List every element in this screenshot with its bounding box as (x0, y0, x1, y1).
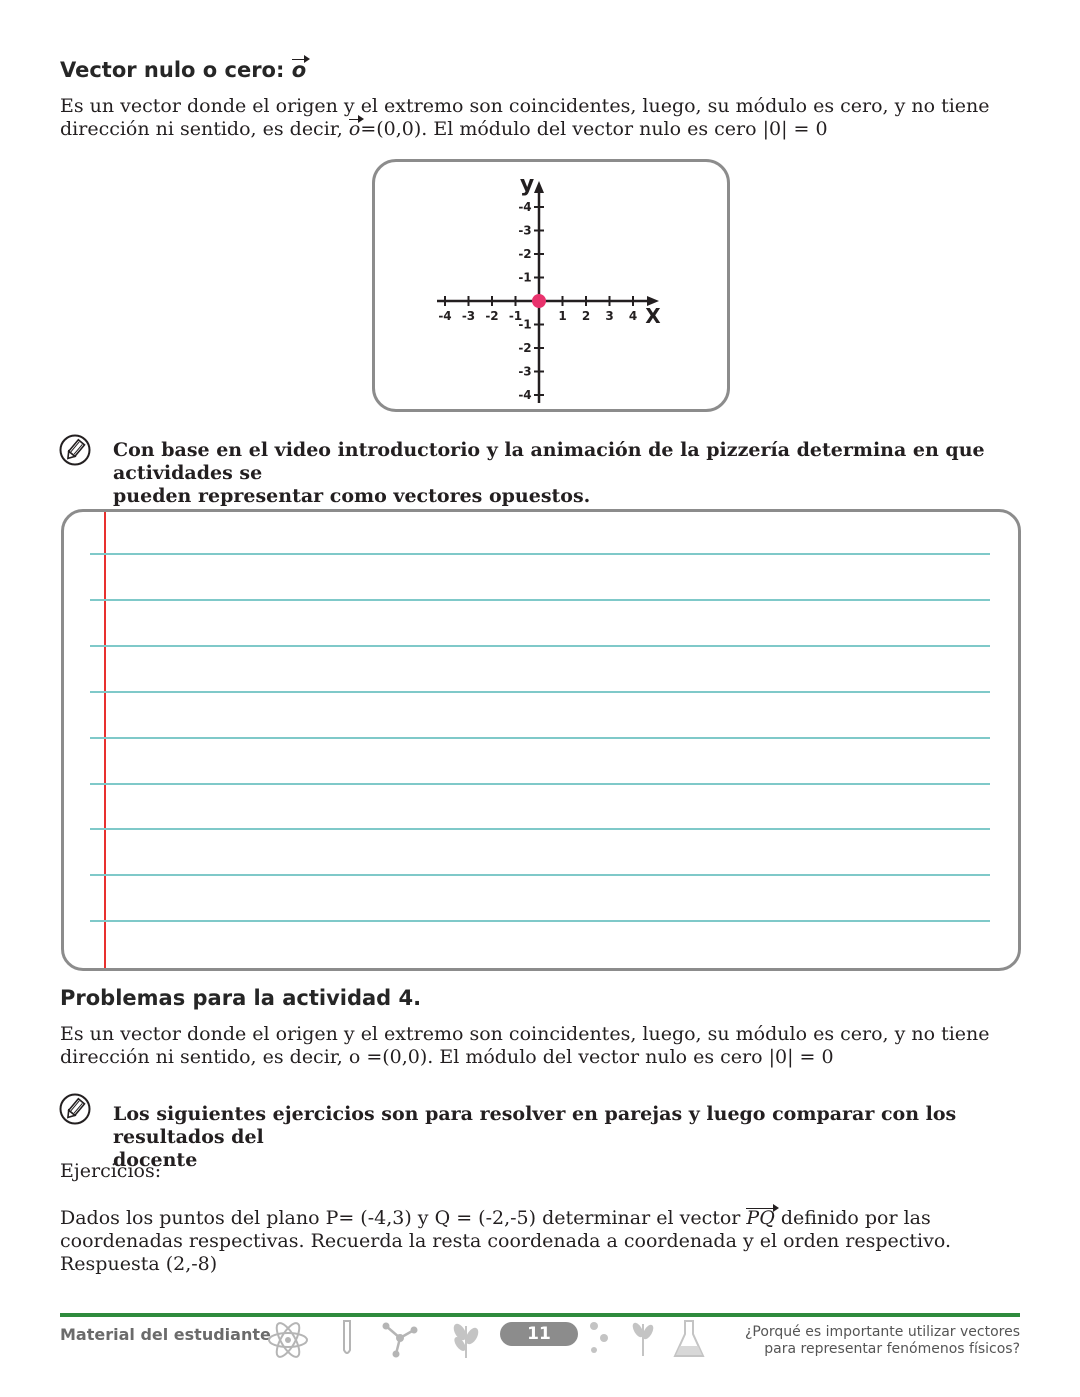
notebook-rule (90, 691, 990, 693)
test-tube-icon (338, 1318, 356, 1358)
answer-writing-area[interactable] (61, 509, 1021, 971)
vector-pq-symbol: PQ (746, 1207, 775, 1229)
x-tick-label: -2 (485, 309, 499, 323)
problemas-definition: Es un vector donde el origen y el extremo son coincidentes, luego, su módulo es cero, y no tiene dirección ni sentido, es decir, o =(0,0). El módulo del vector nulo es cero |0| = 0 (60, 1023, 990, 1068)
notebook-margin-line (104, 512, 106, 968)
y-axis-arrow (534, 181, 544, 193)
y-tick-label: -2 (518, 247, 532, 261)
x-tick-label: 1 (558, 309, 567, 323)
section-heading-vector-nulo: Vector nulo o cero: o (60, 58, 307, 82)
notebook-rule (90, 553, 990, 555)
notebook-rule (90, 599, 990, 601)
footer-divider (60, 1313, 1020, 1317)
notebook-rule (90, 828, 990, 830)
notebook-rule (90, 783, 990, 785)
y-tick-label: -3 (518, 364, 532, 379)
section-heading-problemas: Problemas para la actividad 4. (60, 986, 422, 1010)
y-axis-label: y (519, 172, 535, 197)
x-axis-label: X (645, 304, 661, 328)
x-tick-label: -4 (438, 309, 452, 323)
x-tick-label: -3 (461, 309, 476, 323)
atom-icon (266, 1318, 310, 1362)
footer-left-label: Material del estudiante (60, 1325, 271, 1344)
zero-vector-symbol: o (291, 58, 307, 82)
plant-icon (448, 1318, 484, 1360)
footer-right-title: ¿Porqué es importante utilizar vectores para representar fenómenos físicos? (744, 1324, 1020, 1357)
y-tick-label: -4 (518, 200, 532, 214)
notebook-rule (90, 920, 990, 922)
pencil-icon (59, 1093, 91, 1125)
y-tick-label: -1 (518, 317, 532, 332)
pencil-icon (59, 434, 91, 466)
page-number-badge: 11 (500, 1322, 578, 1346)
x-tick-label: -1 (508, 309, 523, 323)
x-tick-label: 3 (605, 309, 614, 323)
origin-point (532, 294, 546, 308)
y-tick-label: -2 (518, 341, 532, 355)
instruction-vectores-opuestos: Con base en el video introductorio y la animación de la pizzería determina en que actividades se pueden representar como vectores opuestos. (113, 439, 985, 507)
y-tick-label: -1 (518, 270, 532, 285)
y-tick-label: -3 (518, 223, 532, 238)
leaf-icon (628, 1318, 658, 1358)
instruction-parejas: Los siguientes ejercicios son para resolver en parejas y luego comparar con los resultados del docente (113, 1103, 957, 1171)
notebook-rule (90, 874, 990, 876)
x-tick-label: 4 (628, 309, 638, 323)
y-tick-label: -4 (518, 388, 532, 402)
x-tick-label: 2 (581, 309, 591, 323)
coordinate-plane (375, 162, 727, 409)
molecule-icon (380, 1318, 420, 1358)
flask-icon (672, 1318, 706, 1360)
exercise-1: Dados los puntos del plano P= (-4,3) y Q = (-2,-5) determinar el vector PQ definido por las coordenadas respectivas. Recuerda la resta coordenada a coordenada y el orden respectivo. Respuesta (2,-8) (60, 1207, 952, 1275)
notebook-rule (90, 737, 990, 739)
exercises-label: Ejercicios: (60, 1160, 162, 1182)
vector-nulo-definition: Es un vector donde el origen y el extremo son coincidentes, luego, su módulo es cero, y no tiene dirección ni sentido, es decir, o=(0,0). El módulo del vector nulo es cero |0| = 0 (60, 95, 990, 140)
zero-vector-symbol: o (348, 118, 361, 140)
notebook-rule (90, 645, 990, 647)
dots-icon (586, 1318, 612, 1358)
coordinate-plane-box (372, 159, 730, 412)
